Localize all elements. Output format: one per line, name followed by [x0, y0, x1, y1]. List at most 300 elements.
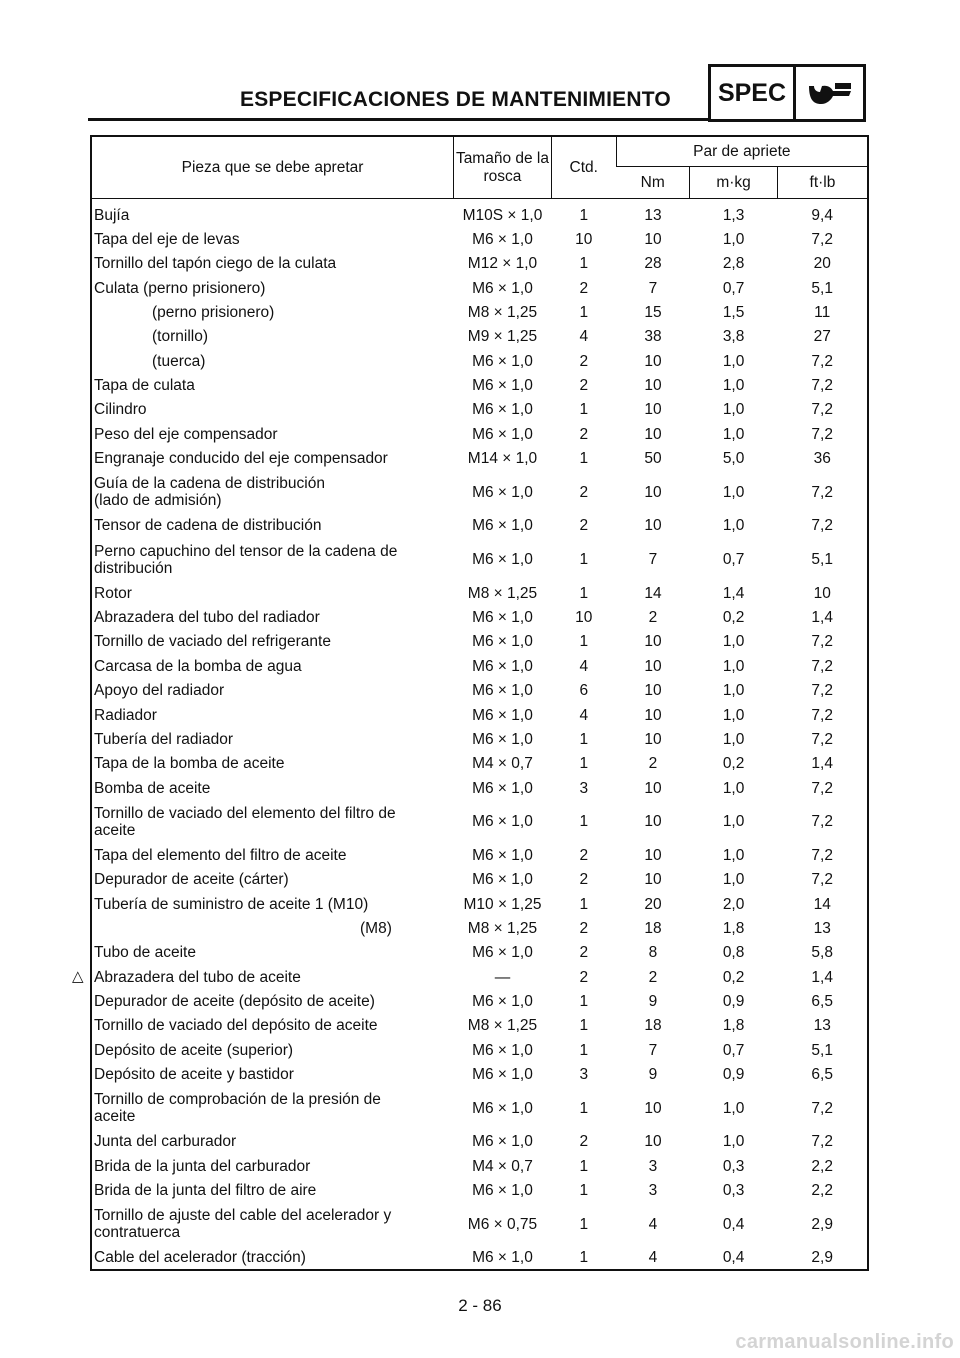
part-name: Tubería de suministro de aceite 1 (M10) — [94, 895, 369, 913]
thread-size-cell: M6 × 1,0 — [472, 1133, 533, 1151]
torque-nm-cell: 7 — [648, 551, 658, 569]
torque-ftlb-cell: 7,2 — [811, 871, 833, 889]
torque-nm-cell: 10 — [644, 871, 662, 889]
page-title: ESPECIFICACIONES DE MANTENIMIENTO — [240, 88, 671, 111]
part-cell — [92, 916, 454, 940]
part-cell — [92, 446, 454, 470]
qty-cell: 4 — [579, 328, 589, 346]
part-cell — [92, 1062, 454, 1086]
thread-size-cell: M6 × 1,0 — [472, 730, 533, 748]
torque-ftlb-cell: 36 — [813, 450, 831, 468]
table-row — [92, 199, 867, 228]
torque-ftlb-cell: 7,2 — [811, 682, 833, 700]
table-row — [92, 1154, 867, 1178]
torque-mkg-cell: 1,8 — [722, 1017, 745, 1035]
part-cell — [92, 398, 454, 422]
torque-nm-cell: 10 — [644, 231, 662, 249]
table-row — [92, 471, 867, 514]
thread-size-cell: M6 × 1,0 — [472, 779, 533, 797]
table-row — [92, 349, 867, 373]
part-cell — [92, 868, 454, 892]
part-cell — [92, 630, 454, 654]
part-name: Tapa del eje de levas — [94, 231, 240, 249]
col-qty-header: Ctd. — [551, 137, 616, 199]
unit-ftlb-header: ft·lb — [777, 167, 867, 199]
col-part-header: Pieza que se debe apretar — [92, 137, 454, 199]
thread-size-cell: M9 × 1,25 — [467, 328, 538, 346]
part-cell — [92, 252, 454, 276]
qty-cell: 2 — [579, 352, 589, 370]
thread-size-cell: M6 × 1,0 — [472, 1182, 533, 1200]
torque-mkg-cell: 1,0 — [722, 682, 745, 700]
thread-size-cell: M14 × 1,0 — [467, 450, 538, 468]
torque-mkg-cell: 1,0 — [722, 846, 745, 864]
table-row — [92, 654, 867, 678]
torque-mkg-cell: 1,0 — [722, 730, 745, 748]
part-name: Tapa de culata — [94, 377, 195, 395]
thread-size-cell: M6 × 1,0 — [472, 377, 533, 395]
torque-ftlb-cell: 7,2 — [811, 517, 833, 535]
table-row — [92, 965, 867, 989]
torque-mkg-cell: 1,0 — [722, 706, 745, 724]
qty-cell: 1 — [579, 895, 589, 913]
table-row — [92, 514, 867, 538]
torque-nm-cell: 2 — [648, 609, 658, 627]
torque-nm-cell: 4 — [648, 1215, 658, 1233]
thread-size-cell: M8 × 1,25 — [467, 1017, 538, 1035]
qty-cell: 3 — [579, 779, 589, 797]
part-name-cont: distribución — [94, 559, 173, 577]
torque-ftlb-cell: 5,1 — [811, 279, 833, 297]
part-cell — [92, 1203, 454, 1246]
torque-ftlb-cell: 2,2 — [811, 1157, 833, 1175]
table-row — [92, 446, 867, 470]
part-name: Engranaje conducido del eje compensador — [94, 450, 388, 468]
torque-nm-cell: 10 — [644, 401, 662, 419]
qty-cell: 1 — [579, 730, 589, 748]
part-name: Tornillo de ajuste del cable del acelerador y — [94, 1207, 392, 1225]
table-row — [92, 1014, 867, 1038]
torque-nm-cell: 10 — [644, 483, 662, 501]
table-body — [92, 199, 867, 1271]
part-name: Tornillo de vaciado del refrigerante — [94, 633, 331, 651]
table-row — [92, 630, 867, 654]
table-row — [92, 868, 867, 892]
thread-size-cell: M6 × 1,0 — [472, 657, 533, 675]
torque-ftlb-cell: 20 — [813, 255, 831, 273]
part-name: Brida de la junta del filtro de aire — [94, 1182, 317, 1200]
part-name: Peso del eje compensador — [94, 425, 278, 443]
thread-size-cell: — — [494, 968, 511, 986]
qty-cell: 2 — [579, 871, 589, 889]
part-name: Guía de la cadena de distribución — [94, 475, 325, 493]
thread-size-cell: M4 × 0,7 — [472, 755, 533, 773]
thread-size-cell: M6 × 1,0 — [472, 401, 533, 419]
part-cell — [92, 703, 454, 727]
part-name: (M8) — [360, 919, 392, 937]
table-row — [92, 1130, 867, 1154]
table-row — [92, 703, 867, 727]
thread-size-cell: M6 × 1,0 — [472, 1099, 533, 1117]
table-row — [92, 679, 867, 703]
torque-nm-cell: 10 — [644, 682, 662, 700]
torque-nm-cell: 10 — [644, 517, 662, 535]
torque-nm-cell: 2 — [648, 755, 658, 773]
torque-nm-cell: 9 — [648, 992, 658, 1010]
torque-ftlb-cell: 7,2 — [811, 377, 833, 395]
part-name: Tornillo del tapón ciego de la culata — [94, 255, 337, 273]
qty-cell: 2 — [579, 279, 589, 297]
qty-cell: 1 — [579, 401, 589, 419]
torque-ftlb-cell: 10 — [813, 584, 831, 602]
part-cell — [92, 727, 454, 751]
table-row — [92, 1062, 867, 1086]
torque-ftlb-cell: 7,2 — [811, 730, 833, 748]
part-cell — [92, 776, 454, 800]
torque-mkg-cell: 0,9 — [722, 1065, 745, 1083]
qty-cell: 1 — [579, 1215, 589, 1233]
col-torque-header: Par de apriete — [616, 137, 867, 167]
thread-size-cell: M6 × 1,0 — [472, 1065, 533, 1083]
torque-ftlb-cell: 6,5 — [811, 992, 833, 1010]
torque-ftlb-cell: 7,2 — [811, 1133, 833, 1151]
torque-mkg-cell: 1,0 — [722, 1133, 745, 1151]
table-row — [92, 892, 867, 916]
qty-cell: 1 — [579, 1182, 589, 1200]
table-row — [92, 727, 867, 751]
torque-nm-cell: 10 — [644, 846, 662, 864]
torque-nm-cell: 10 — [644, 657, 662, 675]
page-number: 2 - 86 — [458, 1296, 502, 1315]
table-row — [92, 752, 867, 776]
part-cell — [92, 422, 454, 446]
thread-size-cell: M6 × 1,0 — [472, 633, 533, 651]
torque-ftlb-cell: 7,2 — [811, 846, 833, 864]
col-size-header: Tamaño de la rosca — [454, 137, 552, 199]
torque-mkg-cell: 1,0 — [722, 657, 745, 675]
torque-nm-cell: 8 — [648, 944, 658, 962]
torque-ftlb-cell: 6,5 — [811, 1065, 833, 1083]
part-name-cont: aceite — [94, 821, 136, 839]
qty-cell: 2 — [579, 944, 589, 962]
qty-cell: 2 — [579, 377, 589, 395]
thread-size-cell: M8 × 1,25 — [467, 304, 538, 322]
torque-nm-cell: 10 — [644, 1099, 662, 1117]
torque-ftlb-cell: 1,4 — [811, 755, 833, 773]
part-name: Rotor — [94, 584, 132, 602]
thread-size-cell: M10S × 1,0 — [462, 206, 543, 224]
qty-cell: 2 — [579, 1133, 589, 1151]
thread-size-cell: M6 × 1,0 — [472, 483, 533, 501]
part-name-cont: aceite — [94, 1108, 136, 1126]
thread-size-cell: M6 × 1,0 — [472, 992, 533, 1010]
torque-nm-cell: 10 — [644, 730, 662, 748]
unit-mkg-header: m·kg — [690, 167, 778, 199]
torque-nm-cell: 3 — [648, 1157, 658, 1175]
torque-mkg-cell: 2,0 — [722, 895, 745, 913]
thread-size-cell: M6 × 1,0 — [472, 609, 533, 627]
part-name: Bomba de aceite — [94, 779, 211, 797]
torque-ftlb-cell: 7,2 — [811, 657, 833, 675]
part-name-cont: (lado de admisión) — [94, 492, 222, 510]
part-name: Depurador de aceite (cárter) — [94, 871, 289, 889]
thread-size-cell: M8 × 1,25 — [467, 919, 538, 937]
watermark: carmanualsonline.info — [735, 1331, 954, 1353]
part-name: Tubería del radiador — [94, 730, 234, 748]
torque-mkg-cell: 0,2 — [722, 755, 745, 773]
qty-cell: 1 — [579, 551, 589, 569]
part-cell — [92, 581, 454, 605]
torque-mkg-cell: 1,0 — [722, 401, 745, 419]
torque-nm-cell: 9 — [648, 1065, 658, 1083]
part-cell — [92, 941, 454, 965]
torque-nm-cell: 10 — [644, 633, 662, 651]
torque-nm-cell: 10 — [644, 1133, 662, 1151]
part-name: Tornillo de comprobación de la presión de — [94, 1091, 381, 1109]
torque-nm-cell: 10 — [644, 352, 662, 370]
part-cell — [92, 892, 454, 916]
table-row — [92, 1087, 867, 1130]
torque-nm-cell: 15 — [644, 304, 662, 322]
part-cell — [92, 373, 454, 397]
table-row — [92, 325, 867, 349]
qty-cell: 2 — [579, 919, 589, 937]
qty-cell: 1 — [579, 304, 589, 322]
part-name: Cable del acelerador (tracción) — [94, 1249, 306, 1267]
torque-mkg-cell: 0,7 — [722, 1041, 745, 1059]
torque-nm-cell: 10 — [644, 706, 662, 724]
qty-cell: 1 — [579, 1249, 589, 1267]
torque-ftlb-cell: 2,9 — [811, 1249, 833, 1267]
part-name: Abrazadera del tubo del radiador — [94, 609, 320, 627]
part-cell — [92, 514, 454, 538]
thread-size-cell: M4 × 0,7 — [472, 1157, 533, 1175]
qty-cell: 2 — [579, 846, 589, 864]
torque-mkg-cell: 0,2 — [722, 968, 745, 986]
qty-cell: 4 — [579, 706, 589, 724]
torque-nm-cell: 2 — [648, 968, 658, 986]
torque-ftlb-cell: 27 — [813, 328, 831, 346]
torque-nm-cell: 13 — [644, 206, 662, 224]
qty-cell: 1 — [579, 450, 589, 468]
header-rule — [88, 118, 710, 121]
torque-mkg-cell: 0,7 — [722, 551, 745, 569]
torque-mkg-cell: 2,8 — [722, 255, 745, 273]
thread-size-cell: M6 × 1,0 — [472, 517, 533, 535]
torque-mkg-cell: 1,5 — [722, 304, 745, 322]
part-name: Depósito de aceite y bastidor — [94, 1065, 294, 1083]
torque-mkg-cell: 1,0 — [722, 377, 745, 395]
torque-ftlb-cell: 5,1 — [811, 1041, 833, 1059]
thread-size-cell: M6 × 1,0 — [472, 279, 533, 297]
spec-box — [708, 64, 866, 122]
torque-nm-cell: 14 — [644, 584, 662, 602]
part-cell — [92, 965, 454, 989]
torque-ftlb-cell: 7,2 — [811, 706, 833, 724]
qty-cell: 1 — [579, 813, 589, 831]
torque-ftlb-cell: 2,2 — [811, 1182, 833, 1200]
part-cell — [92, 989, 454, 1013]
torque-nm-cell: 7 — [648, 1041, 658, 1059]
thread-size-cell: M6 × 1,0 — [472, 1041, 533, 1059]
torque-ftlb-cell: 7,2 — [811, 483, 833, 501]
table-row — [92, 300, 867, 324]
torque-ftlb-cell: 7,2 — [811, 1099, 833, 1117]
qty-cell: 2 — [579, 517, 589, 535]
qty-cell: 1 — [579, 1099, 589, 1117]
torque-mkg-cell: 1,0 — [722, 425, 745, 443]
part-name: Carcasa de la bomba de agua — [94, 657, 302, 675]
torque-mkg-cell: 1,0 — [722, 231, 745, 249]
thread-size-cell: M6 × 1,0 — [472, 871, 533, 889]
torque-ftlb-cell: 9,4 — [811, 206, 833, 224]
torque-ftlb-cell: 7,2 — [811, 633, 833, 651]
part-cell — [92, 349, 454, 373]
qty-cell: 1 — [579, 584, 589, 602]
part-cell — [92, 1246, 454, 1270]
torque-ftlb-cell: 5,8 — [811, 944, 833, 962]
torque-mkg-cell: 0,3 — [722, 1157, 745, 1175]
torque-mkg-cell: 1,0 — [722, 633, 745, 651]
torque-ftlb-cell: 7,2 — [811, 779, 833, 797]
torque-mkg-cell: 5,0 — [722, 450, 745, 468]
torque-ftlb-cell: 14 — [813, 895, 831, 913]
torque-mkg-cell: 0,9 — [722, 992, 745, 1010]
table-row — [92, 843, 867, 867]
torque-ftlb-cell: 13 — [813, 919, 831, 937]
table-row — [92, 538, 867, 581]
change-marker-triangle: △ — [72, 968, 84, 985]
torque-mkg-cell: 1,3 — [722, 206, 745, 224]
torque-mkg-cell: 3,8 — [722, 328, 745, 346]
table-row — [92, 776, 867, 800]
table-row — [92, 605, 867, 629]
table-row — [92, 916, 867, 940]
qty-cell: 1 — [579, 206, 589, 224]
torque-ftlb-cell: 7,2 — [811, 425, 833, 443]
part-name: (tornillo) — [152, 328, 208, 346]
part-name: Tornillo de vaciado del depósito de aceite — [94, 1017, 378, 1035]
thread-size-cell: M12 × 1,0 — [467, 255, 538, 273]
qty-cell: 1 — [579, 1041, 589, 1059]
torque-mkg-cell: 1,4 — [722, 584, 745, 602]
qty-cell: 2 — [579, 483, 589, 501]
part-name: Bujía — [94, 206, 130, 224]
part-name: Tornillo de vaciado del elemento del filtro de — [94, 804, 396, 822]
torque-nm-cell: 50 — [644, 450, 662, 468]
part-cell — [92, 1087, 454, 1130]
torque-ftlb-cell: 7,2 — [811, 352, 833, 370]
part-name: Perno capuchino del tensor de la cadena de — [94, 542, 398, 560]
qty-cell: 1 — [579, 633, 589, 651]
torque-ftlb-cell: 5,1 — [811, 551, 833, 569]
part-name: Radiador — [94, 706, 157, 724]
table-row — [92, 1246, 867, 1270]
part-name: Junta del carburador — [94, 1133, 237, 1151]
torque-mkg-cell: 1,0 — [722, 483, 745, 501]
torque-nm-cell: 28 — [644, 255, 662, 273]
torque-nm-cell: 10 — [644, 425, 662, 443]
part-name: (tuerca) — [152, 352, 206, 370]
part-name: Depurador de aceite (depósito de aceite) — [94, 992, 375, 1010]
part-name: Abrazadera del tubo de aceite — [94, 968, 301, 986]
torque-ftlb-cell: 13 — [813, 1017, 831, 1035]
table-row — [92, 989, 867, 1013]
thread-size-cell: M6 × 1,0 — [472, 846, 533, 864]
part-cell — [92, 325, 454, 349]
qty-cell: 1 — [579, 755, 589, 773]
torque-mkg-cell: 1,0 — [722, 1099, 745, 1117]
thread-size-cell: M6 × 1,0 — [472, 706, 533, 724]
torque-mkg-cell: 0,4 — [722, 1249, 745, 1267]
thread-size-cell: M6 × 1,0 — [472, 682, 533, 700]
spec-label: SPEC — [711, 67, 796, 119]
part-cell — [92, 276, 454, 300]
torque-mkg-cell: 0,3 — [722, 1182, 745, 1200]
part-name: Brida de la junta del carburador — [94, 1157, 311, 1175]
qty-cell: 1 — [579, 1157, 589, 1175]
torque-nm-cell: 10 — [644, 813, 662, 831]
torque-ftlb-cell: 7,2 — [811, 231, 833, 249]
torque-nm-cell: 7 — [648, 279, 658, 297]
part-cell — [92, 679, 454, 703]
qty-cell: 2 — [579, 425, 589, 443]
torque-mkg-cell: 0,8 — [722, 944, 745, 962]
part-cell — [92, 1014, 454, 1038]
table-row — [92, 276, 867, 300]
part-name: Apoyo del radiador — [94, 682, 225, 700]
table-row — [92, 1038, 867, 1062]
table-row — [92, 581, 867, 605]
torque-mkg-cell: 1,0 — [722, 871, 745, 889]
torque-mkg-cell: 1,0 — [722, 517, 745, 535]
wrench-icon — [796, 67, 863, 119]
qty-cell: 1 — [579, 255, 589, 273]
part-cell — [92, 227, 454, 251]
torque-ftlb-cell: 11 — [814, 304, 831, 322]
part-cell — [92, 538, 454, 581]
table-row — [92, 1203, 867, 1246]
torque-nm-cell: 20 — [644, 895, 662, 913]
torque-mkg-cell: 1,0 — [722, 352, 745, 370]
torque-mkg-cell: 1,0 — [722, 779, 745, 797]
part-cell — [92, 471, 454, 514]
part-cell — [92, 300, 454, 324]
unit-nm-header: Nm — [616, 167, 690, 199]
part-cell — [92, 654, 454, 678]
torque-ftlb-cell: 7,2 — [811, 401, 833, 419]
part-cell — [92, 199, 454, 228]
torque-nm-cell: 18 — [644, 919, 662, 937]
part-name: (perno prisionero) — [152, 304, 275, 322]
thread-size-cell: M6 × 1,0 — [472, 352, 533, 370]
part-cell — [92, 752, 454, 776]
table-row — [92, 398, 867, 422]
torque-nm-cell: 18 — [644, 1017, 662, 1035]
thread-size-cell: M6 × 0,75 — [467, 1215, 538, 1233]
thread-size-cell: M6 × 1,0 — [472, 551, 533, 569]
torque-nm-cell: 10 — [644, 377, 662, 395]
table-row — [92, 1178, 867, 1202]
table-row — [92, 800, 867, 843]
part-name: Tensor de cadena de distribución — [94, 517, 322, 535]
qty-cell: 1 — [579, 1017, 589, 1035]
torque-ftlb-cell: 2,9 — [811, 1215, 833, 1233]
qty-cell: 2 — [579, 968, 589, 986]
part-cell — [92, 605, 454, 629]
torque-mkg-cell: 0,4 — [722, 1215, 745, 1233]
thread-size-cell: M8 × 1,25 — [467, 584, 538, 602]
